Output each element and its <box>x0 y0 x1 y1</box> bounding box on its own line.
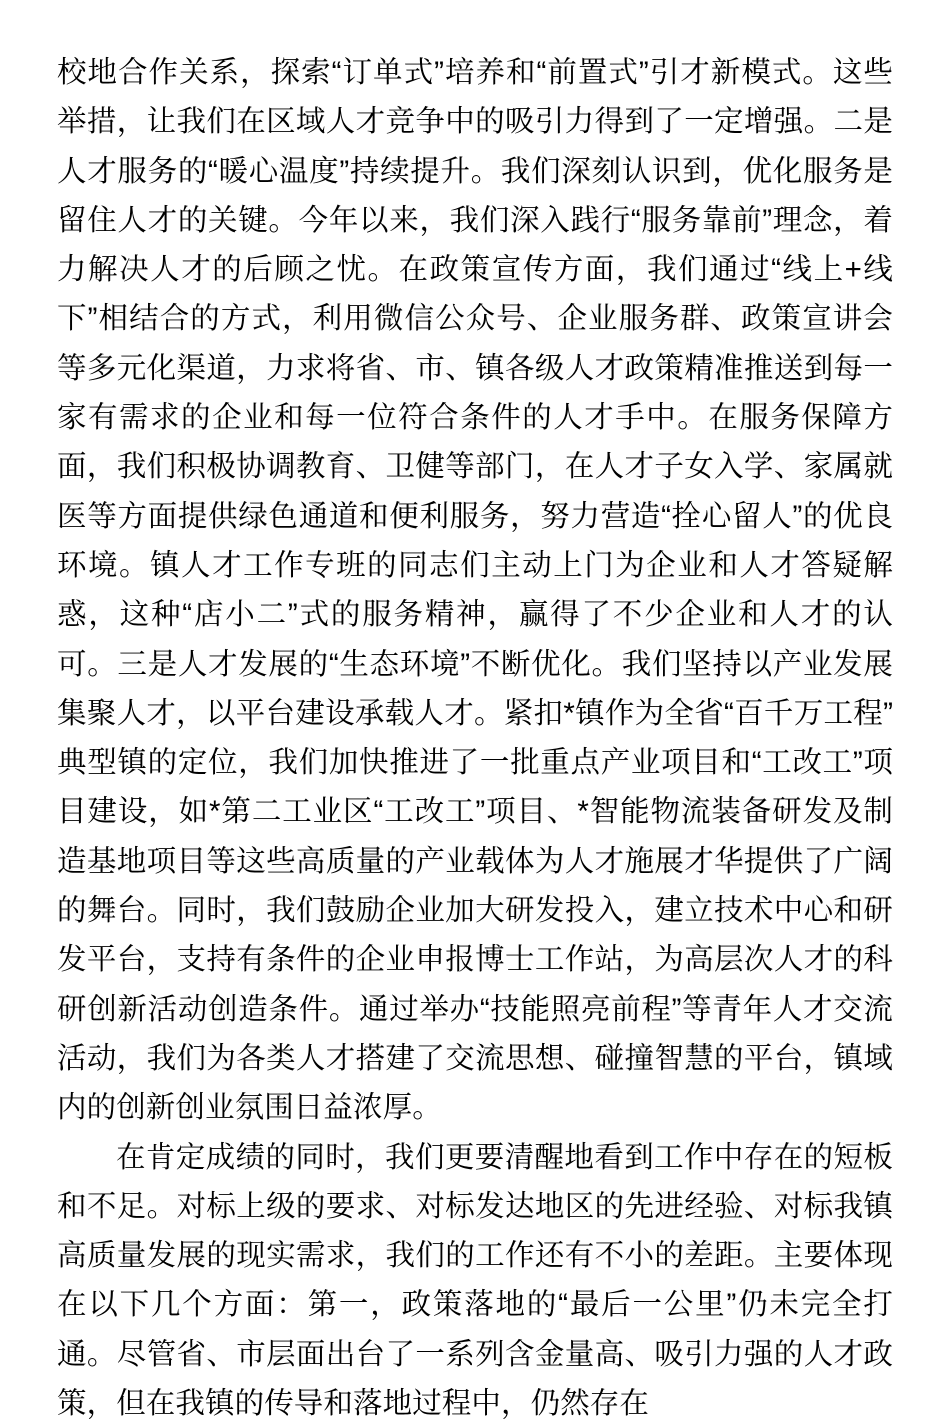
paragraph-2: 在肯定成绩的同时，我们更要清醒地看到工作中存在的短板和不足。对标上级的要求、对标发达地区的先进经验、对标我镇高质量发展的现实需求，我们的工作还有不小的差距。主要体现在以下几个方面：第一，政策落地的“最后一公里”仍未完全打通。尽管省、市层面出台了一系列含金量高、吸引力强的人才政策，但在我镇的传导和落地过程中，仍然存在 <box>57 1140 893 1421</box>
paragraph-1: 校地合作关系，探索“订单式”培养和“前置式”引才新模式。这些举措，让我们在区域人才竞争中的吸引力得到了一定增强。二是人才服务的“暖心温度”持续提升。我们深刻认识到，优化服务是留住人才的关键。今年以来，我们深入践行“服务靠前”理念，着力解决人才的后顾之忧。在政策宣传方面，我们通过“线上+线下”相结合的方式，利用微信公众号、企业服务群、政策宣讲会等多元化渠道，力求将省、市、镇各级人才政策精准推送到每一家有需求的企业和每一位符合条件的人才手中。在服务保障方面，我们积极协调教育、卫健等部门，在人才子女入学、家属就医等方面提供绿色通道和便利服务，努力营造“拴心留人”的优良环境。镇人才工作专班的同志们主动上门为企业和人才答疑解惑，这种“店小二”式的服务精神，赢得了不少企业和人才的认可。三是人才发展的“生态环境”不断优化。我们坚持以产业发展集聚人才，以平台建设承载人才。紧扣*镇作为全省“百千万工程”典型镇的定位，我们加快推进了一批重点产业项目和“工改工”项目建设，如*第二工业区“工改工”项目、*智能物流装备研发及制造基地项目等这些高质量的产业载体为人才施展才华提供了广阔的舞台。同时，我们鼓励企业加大研发投入，建立技术中心和研发平台，支持有条件的企业申报博士工作站，为高层次人才的科研创新活动创造条件。通过举办“技能照亮前程”等青年人才交流活动，我们为各类人才搭建了交流思想、碰撞智慧的平台，镇域内的创新创业氛围日益浓厚。 <box>57 56 893 1125</box>
document-text-body <box>57 48 893 1428</box>
